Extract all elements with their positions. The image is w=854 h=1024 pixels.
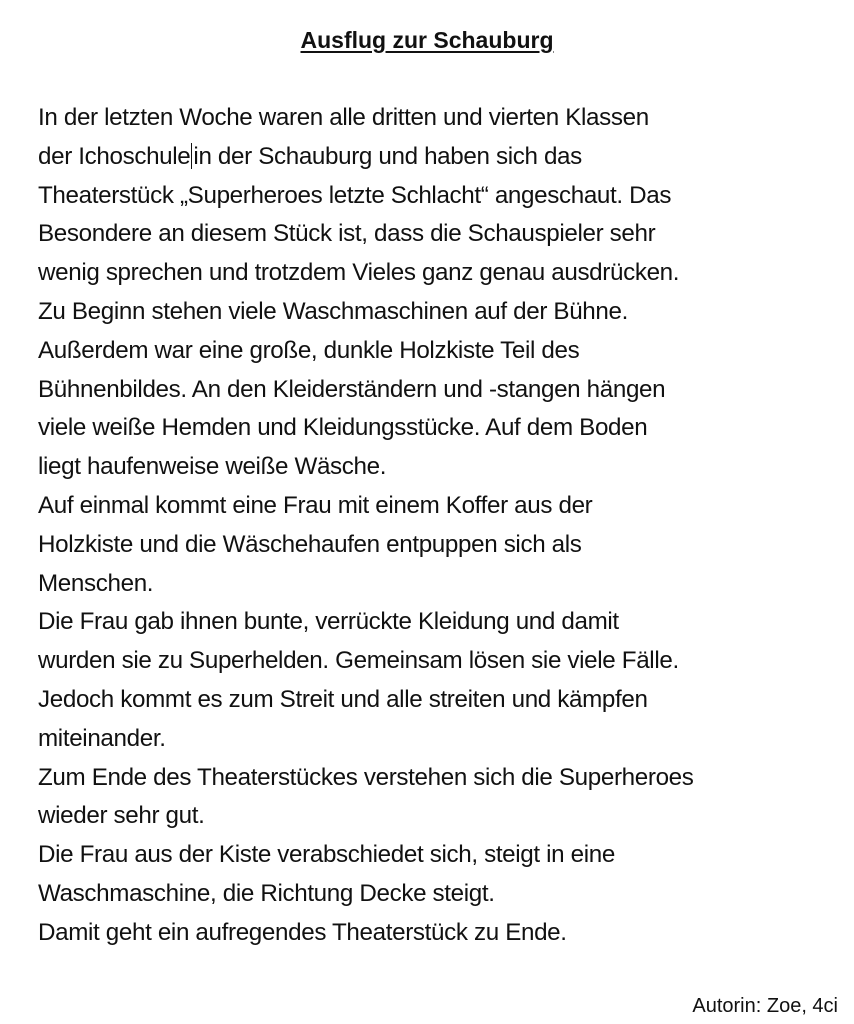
text-line-3: Theaterstück „Superheroes letzte Schlacht“ angeschaut. Das	[38, 181, 672, 209]
text-line-10: liegt haufenweise weiße Wäsche.	[38, 453, 387, 481]
text-line-20: Die Frau aus der Kiste verabschiedet sich, steigt in eine	[38, 841, 615, 869]
text-line-11: Auf einmal kommt eine Frau mit einem Koffer aus der	[38, 491, 593, 519]
document-title: Ausflug zur Schauburg	[300, 27, 554, 53]
author-credit: Autorin: Zoe, 4ci	[692, 995, 838, 1017]
text-line-12: Holzkiste und die Wäschehaufen entpuppen sich als	[38, 530, 582, 558]
text-line-9: viele weiße Hemden und Kleidungsstücke. Auf dem Boden	[38, 414, 648, 442]
document-body[interactable]	[38, 99, 848, 953]
text-line-4: Besondere an diesem Stück ist, dass die Schauspieler sehr	[38, 220, 656, 248]
text-line-21: Waschmaschine, die Richtung Decke steigt.	[38, 879, 495, 907]
text-segment-before-cursor: der Ichoschule	[38, 142, 191, 170]
text-line-2	[38, 138, 848, 177]
text-line-18: Zum Ende des Theaterstückes verstehen sich die Superheroes	[38, 763, 694, 791]
text-line-7: Außerdem war eine große, dunkle Holzkiste Teil des	[38, 336, 580, 364]
text-line-15: wurden sie zu Superhelden. Gemeinsam lösen sie viele Fälle.	[38, 647, 679, 675]
text-line-6: Zu Beginn stehen viele Waschmaschinen auf der Bühne.	[38, 297, 628, 325]
text-line-16: Jedoch kommt es zum Streit und alle streiten und kämpfen	[38, 685, 648, 713]
text-line-22: Damit geht ein aufregendes Theaterstück zu Ende.	[38, 918, 567, 946]
text-line-14: Die Frau gab ihnen bunte, verrückte Kleidung und damit	[38, 608, 619, 636]
text-line-8: Bühnenbildes. An den Kleiderständern und -stangen hängen	[38, 375, 666, 403]
text-line-5: wenig sprechen und trotzdem Vieles ganz genau ausdrücken.	[38, 259, 680, 287]
text-segment-after-cursor: in der Schauburg und haben sich das	[193, 142, 582, 170]
text-line-13: Menschen.	[38, 569, 154, 597]
text-line-17: miteinander.	[38, 724, 166, 752]
text-line-19: wieder sehr gut.	[38, 802, 205, 830]
text-line-1: In der letzten Woche waren alle dritten und vierten Klassen	[38, 104, 649, 131]
